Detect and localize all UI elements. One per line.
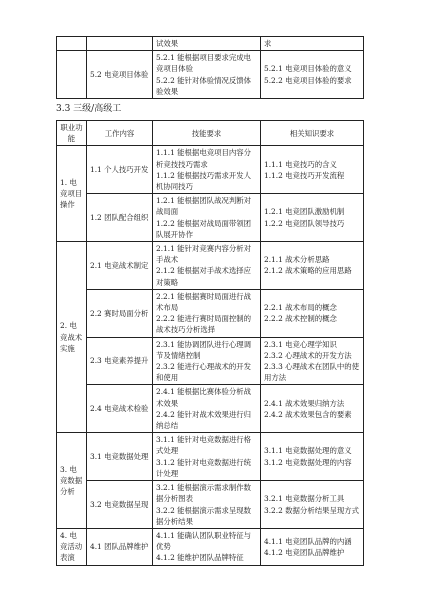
knowledge-item: 3.2.1 电竞数据分析工具: [264, 494, 345, 504]
skill-item: 1.2.2 能根据对战局面带领团队展开协作: [156, 218, 252, 239]
knowledge-item: 2.2.2 战术控制的概念: [264, 314, 337, 324]
knowledge-requirements-cell: [261, 242, 364, 290]
table-cell: 求: [261, 37, 364, 51]
knowledge-item: 1.1.1 电竞技巧的含义: [264, 159, 337, 169]
header-skill-requirements: 技能要求: [153, 121, 261, 146]
table-row: [57, 242, 364, 290]
knowledge-item: 2.3.3 心理战术在团队中的使用方法: [264, 362, 360, 383]
knowledge-item: 2.3.1 电竞心理学知识: [264, 339, 337, 349]
knowledge-requirements-cell: [261, 194, 364, 242]
continuation-table: [56, 36, 364, 99]
knowledge-item: 2.4.1 战术效果归纳方法: [264, 398, 345, 408]
skill-requirements-cell: [153, 242, 261, 290]
table-row: [57, 433, 364, 481]
work-content-cell: 5.2 电竞项目体验: [87, 51, 153, 99]
skill-item: 1.1.2 能根据技巧需求开发人机协同技巧: [156, 170, 252, 192]
skill-item: 3.2.1 能根据演示需求制作数据分析图表: [156, 483, 252, 504]
work-content-cell: 2.3 电竞素养提升: [87, 337, 153, 385]
skill-item: 2.1.1 能针对竞赛内容分析对手战术: [156, 244, 252, 265]
skill-item: 4.1.2 能维护团队品牌特征: [156, 553, 244, 563]
skill-requirements-cell: [153, 146, 261, 194]
knowledge-requirements-cell: [261, 481, 364, 529]
section-heading: 3.3 三级/高级工: [56, 104, 122, 114]
knowledge-item: 5.2.1 电竞项目体验的意义: [264, 64, 352, 74]
skill-requirements-cell: [153, 289, 261, 337]
skill-item: 2.3.2 能进行心理战术的开发和使用: [156, 362, 252, 383]
function-cell: 2. 电竞战术实施: [57, 242, 87, 433]
skill-item: 2.4.2 能针对战术效果进行归纳总结: [156, 409, 252, 431]
knowledge-requirements-cell: [261, 289, 364, 337]
knowledge-requirements-cell: [261, 146, 364, 194]
work-content-cell: 2.1 电竞战术制定: [87, 242, 153, 290]
function-cell: 1. 电竞项目操作: [57, 146, 87, 242]
knowledge-item: 2.4.2 战术效果包含的要素: [264, 409, 352, 419]
table-row: [57, 146, 364, 194]
table-cell: 试效果: [153, 37, 261, 51]
table-row: [57, 385, 364, 433]
header-work-content: 工作内容: [87, 121, 153, 146]
knowledge-item: 2.3.2 心理战术的开发方法: [264, 350, 352, 360]
skill-item: 2.1.2 能根据对手战术选择应对策略: [156, 266, 252, 287]
function-cell: 3. 电竞数据分析: [57, 433, 87, 529]
skill-item: 5.2.1 能根据项目要求完成电竞项目体验: [156, 53, 252, 74]
knowledge-requirements-cell: [261, 385, 364, 433]
knowledge-item: 1.2.1 电竞团队激励机制: [264, 207, 345, 217]
table-row: [57, 481, 364, 529]
work-content-cell: 2.4 电竞战术检验: [87, 385, 153, 433]
knowledge-item: 2.1.1 战术分析思路: [264, 255, 330, 265]
skill-item: 4.1.1 能确认团队职业特征与优势: [156, 530, 252, 552]
table-row: [57, 528, 364, 565]
skill-item: 2.4.1 能根据比赛体验分析战术效果: [156, 387, 252, 408]
work-content-cell: 3.1 电竞数据处理: [87, 433, 153, 481]
work-content-cell: 4.1 团队品牌维护: [87, 528, 153, 565]
knowledge-requirements-cell: [261, 433, 364, 481]
work-content-cell: 1.2 团队配合组织: [87, 194, 153, 242]
table-row: [57, 194, 364, 242]
skill-item: 1.2.1 能根据团队战况判断对战局面: [156, 196, 252, 217]
skill-requirements-cell: [153, 433, 261, 481]
table-cell: [57, 51, 87, 99]
skill-item: 5.2.2 能针对体验情况反馈体验效果: [156, 75, 252, 96]
requirements-table: [56, 120, 364, 566]
knowledge-item: 1.1.2 电竞技巧开发流程: [264, 170, 345, 180]
work-content-cell: 3.2 电竞数据呈现: [87, 481, 153, 529]
table-row: [57, 289, 364, 337]
table-cell: [87, 37, 153, 51]
skill-requirements-cell: [153, 528, 261, 565]
knowledge-item: 4.1.1 电竞团队品牌的内涵: [264, 536, 352, 546]
knowledge-item: 2.1.2 战术策略的应用思路: [264, 266, 352, 276]
table-header-row: [57, 121, 364, 146]
knowledge-requirements-cell: [261, 528, 364, 565]
skill-requirements-cell: [153, 194, 261, 242]
skill-item: 3.1.1 能针对电竞数据进行格式处理: [156, 435, 252, 456]
function-cell: 4. 电竞活动表演: [57, 528, 87, 565]
header-function: 职业功能: [57, 121, 87, 146]
knowledge-item: 5.2.2 电竞项目体验的要求: [264, 75, 352, 85]
knowledge-item: 1.2.2 电竞团队领导技巧: [264, 218, 345, 228]
skill-item: 2.2.1 能根据赛时局面进行战术布局: [156, 291, 252, 313]
knowledge-item: 2.2.1 战术布局的概念: [264, 303, 337, 313]
skill-requirements-cell: [153, 385, 261, 433]
knowledge-requirements-cell: [261, 337, 364, 385]
table-row: [57, 51, 364, 99]
knowledge-item: 4.1.2 电竞团队品牌维护: [264, 547, 345, 557]
header-knowledge-requirements: 相关知识要求: [261, 121, 364, 146]
table-row: [57, 37, 364, 51]
skill-item: 2.2.2 能进行赛时局面控制的战术技巧分析选择: [156, 314, 252, 335]
table-cell: [57, 37, 87, 51]
skill-requirements-cell: [153, 51, 261, 99]
knowledge-item: 3.2.2 数据分析结果呈现方式: [264, 505, 360, 515]
skill-requirements-cell: [153, 337, 261, 385]
knowledge-requirements-cell: [261, 51, 364, 99]
knowledge-item: 3.1.1 电竞数据处理的意义: [264, 446, 352, 456]
knowledge-item: 3.1.2 电竞数据处理的内容: [264, 457, 352, 467]
work-content-cell: 1.1 个人技巧开发: [87, 146, 153, 194]
skill-item: 3.1.2 能针对电竞数据进行统计处理: [156, 457, 252, 478]
table-row: [57, 337, 364, 385]
skill-item: 1.1.1 能根据电竞项目内容分析竞技技巧需求: [156, 148, 252, 169]
skill-item: 2.3.1 能协调团队进行心理调节及情绪控制: [156, 339, 252, 360]
skill-item: 3.2.2 能根据演示需求呈现数据分析结果: [156, 505, 252, 526]
skill-requirements-cell: [153, 481, 261, 529]
work-content-cell: 2.2 赛时局面分析: [87, 289, 153, 337]
